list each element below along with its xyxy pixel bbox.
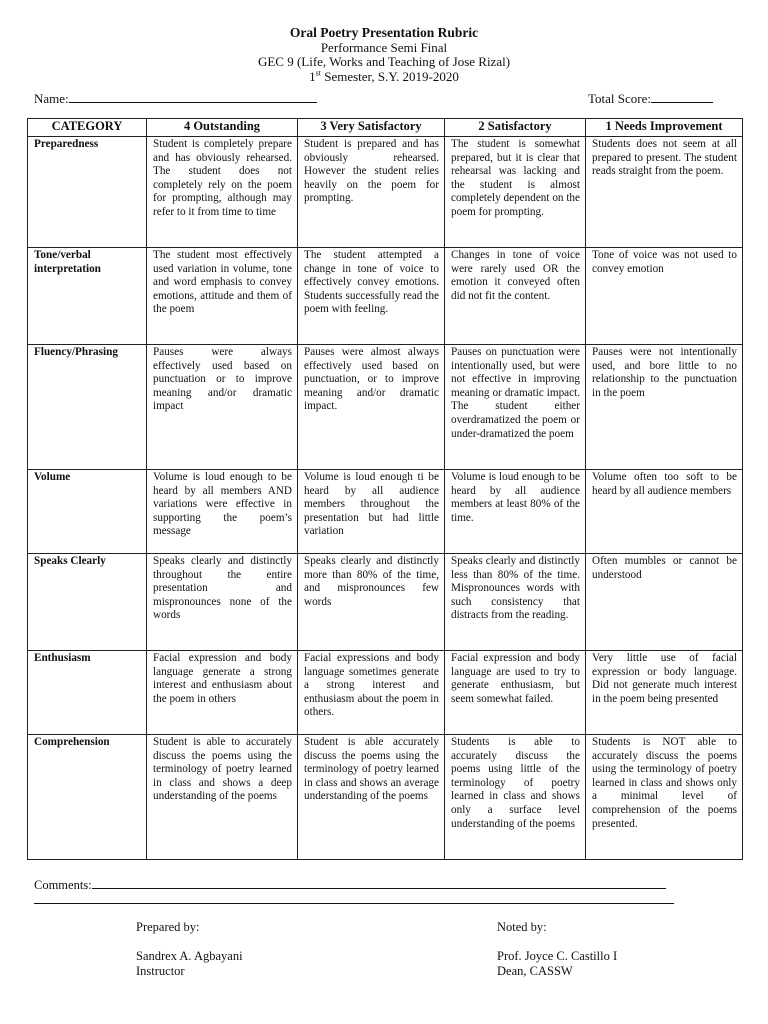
criteria-cell: The student most effectively used variation in volume, tone and word emphasis to convey emotions, attitude and them of the poem <box>147 248 298 345</box>
criteria-cell: Student is completely prepare and has obviously rehearsed. The student does not completely rely on the poem for prompting, although may refer to it from time to time <box>147 137 298 248</box>
total-score-blank-line[interactable] <box>651 90 713 103</box>
category-cell: Volume <box>28 470 147 554</box>
criteria-cell: Speaks clearly and distinctly throughout the entire presentation and mispronounces none of the words <box>147 554 298 651</box>
criteria-cell: Pauses on punctuation were intentionally used, but were not effective in improving meaning or dramatic impact. The student either overdramatized the poem or under-dramatized the poem <box>445 345 586 470</box>
header-category: CATEGORY <box>28 119 147 137</box>
criteria-cell: Volume is loud enough ti be heard by all audience members throughout the presentation but had little variation <box>298 470 445 554</box>
table-row <box>28 470 743 554</box>
criteria-cell: Very little use of facial expression or body language. Did not generate much interest in the poem being presented <box>586 651 743 735</box>
total-score-label: Total Score: <box>588 91 651 106</box>
noted-by-block <box>497 920 617 980</box>
preparer-name: Sandrex A. Agbayani <box>136 948 243 963</box>
criteria-cell: Often mumbles or cannot be understood <box>586 554 743 651</box>
criteria-cell: Students does not seem at all prepared to present. The student reads straight from the poem. <box>586 137 743 248</box>
noter-name: Prof. Joyce C. Castillo I <box>497 948 618 963</box>
category-cell: Fluency/Phrasing <box>28 345 147 470</box>
document-subtitle: Performance Semi Final <box>320 39 448 55</box>
preparer-title: Instructor <box>136 964 185 978</box>
name-field <box>34 90 317 107</box>
document-title: Oral Poetry Presentation Rubric <box>289 25 479 40</box>
comments-blank-line-2[interactable] <box>34 903 674 904</box>
criteria-cell: Volume is loud enough to be heard by all audience members at least 80% of the time. <box>445 470 586 554</box>
course-title: GEC 9 (Life, Works and Teaching of Jose Rizal) <box>257 54 511 69</box>
criteria-cell: Pauses were always effectively used based on punctuation or to improve meaning and/or dramatic impact <box>147 345 298 470</box>
category-cell: Comprehension <box>28 735 147 860</box>
rubric-header-row <box>28 119 743 137</box>
table-row <box>28 345 743 470</box>
criteria-cell: Facial expression and body language generate a strong interest and enthusiasm about the poem in others <box>147 651 298 735</box>
category-cell: Enthusiasm <box>28 651 147 735</box>
criteria-cell: Student is able to accurately discuss the poems using the terminology of poetry learned in class and shows a deep understanding of the poems <box>147 735 298 860</box>
semester-text: Semester, S.Y. 2019-2020 <box>320 68 459 84</box>
criteria-cell: Students is NOT able to accurately discuss the poems using the terminology of poetry learned in class and shows only a minimal level of comprehension of the poems presented. <box>586 735 743 860</box>
header-satisfactory: 2 Satisfactory <box>445 119 586 137</box>
criteria-cell: Speaks clearly and distinctly less than 80% of the time. Mispronounces words with such consistency that distracts from the reading. <box>445 554 586 651</box>
comments-field <box>34 876 666 893</box>
header-needs-improvement: 1 Needs Improvement <box>586 119 743 137</box>
header-outstanding: 4 Outstanding <box>147 119 298 137</box>
criteria-cell: Volume often too soft to be heard by all audience members <box>586 470 743 554</box>
table-row <box>28 735 743 860</box>
table-row <box>28 651 743 735</box>
criteria-cell: Student is prepared and has obviously rehearsed. However the student relies heavily on the poem for prompting. <box>298 137 445 248</box>
comments-label: Comments: <box>34 878 92 892</box>
prepared-by-label: Prepared by: <box>136 920 200 934</box>
name-label: Name: <box>34 91 69 106</box>
table-row <box>28 248 743 345</box>
criteria-cell: Facial expression and body language are used to try to generate enthusiasm, but seem somewhat failed. <box>445 651 586 735</box>
noted-by-label: Noted by: <box>497 920 547 934</box>
criteria-cell: Facial expressions and body language sometimes generate a strong interest and enthusiasm about the poem in others. <box>298 651 445 735</box>
criteria-cell: Pauses were not intentionally used, and bore little to no relationship to the punctuation in the poem <box>586 345 743 470</box>
total-score-field <box>588 90 713 107</box>
header-very-satisfactory: 3 Very Satisfactory <box>298 119 445 137</box>
criteria-cell: Tone of voice was not used to convey emotion <box>586 248 743 345</box>
category-cell: Tone/verbal interpretation <box>28 248 147 345</box>
criteria-cell: The student is somewhat prepared, but it is clear that rehearsal was lacking and the student is almost completely dependent on the poem for prompting. <box>445 137 586 248</box>
category-cell: Preparedness <box>28 137 147 248</box>
criteria-cell: Students is able to accurately discuss the poems using little of the terminology of poetry learned in class and shows only a surface level understanding of the poems <box>445 735 586 860</box>
document-header <box>0 26 768 84</box>
semester-number: 1 <box>309 68 316 84</box>
prepared-by-block <box>136 920 243 980</box>
criteria-cell: Speaks clearly and distinctly more than 80% of the time, and mispronounces few words <box>298 554 445 651</box>
semester-ordinal: st <box>315 68 321 78</box>
criteria-cell: Volume is loud enough to be heard by all members AND variations were effective in supporting the poem’s message <box>147 470 298 554</box>
criteria-cell: Changes in tone of voice were rarely used OR the emotion it conveyed often did not fit the content. <box>445 248 586 345</box>
name-blank-line[interactable] <box>69 90 317 103</box>
semester-line <box>0 70 768 85</box>
table-row <box>28 554 743 651</box>
noter-title: Dean, CASSW <box>497 964 573 978</box>
category-cell: Speaks Clearly <box>28 554 147 651</box>
comments-blank-line[interactable] <box>92 876 666 889</box>
criteria-cell: Pauses were almost always effectively used based on punctuation, or to improve meaning and/or dramatic impact. <box>298 345 445 470</box>
table-row <box>28 137 743 248</box>
rubric-table <box>27 118 743 860</box>
criteria-cell: Student is able accurately discuss the poems using the terminology of poetry learned in class and shows an average understanding of the poems <box>298 735 445 860</box>
criteria-cell: The student attempted a change in tone of voice to effectively convey emotions. Students successfully read the poem with feeling. <box>298 248 445 345</box>
